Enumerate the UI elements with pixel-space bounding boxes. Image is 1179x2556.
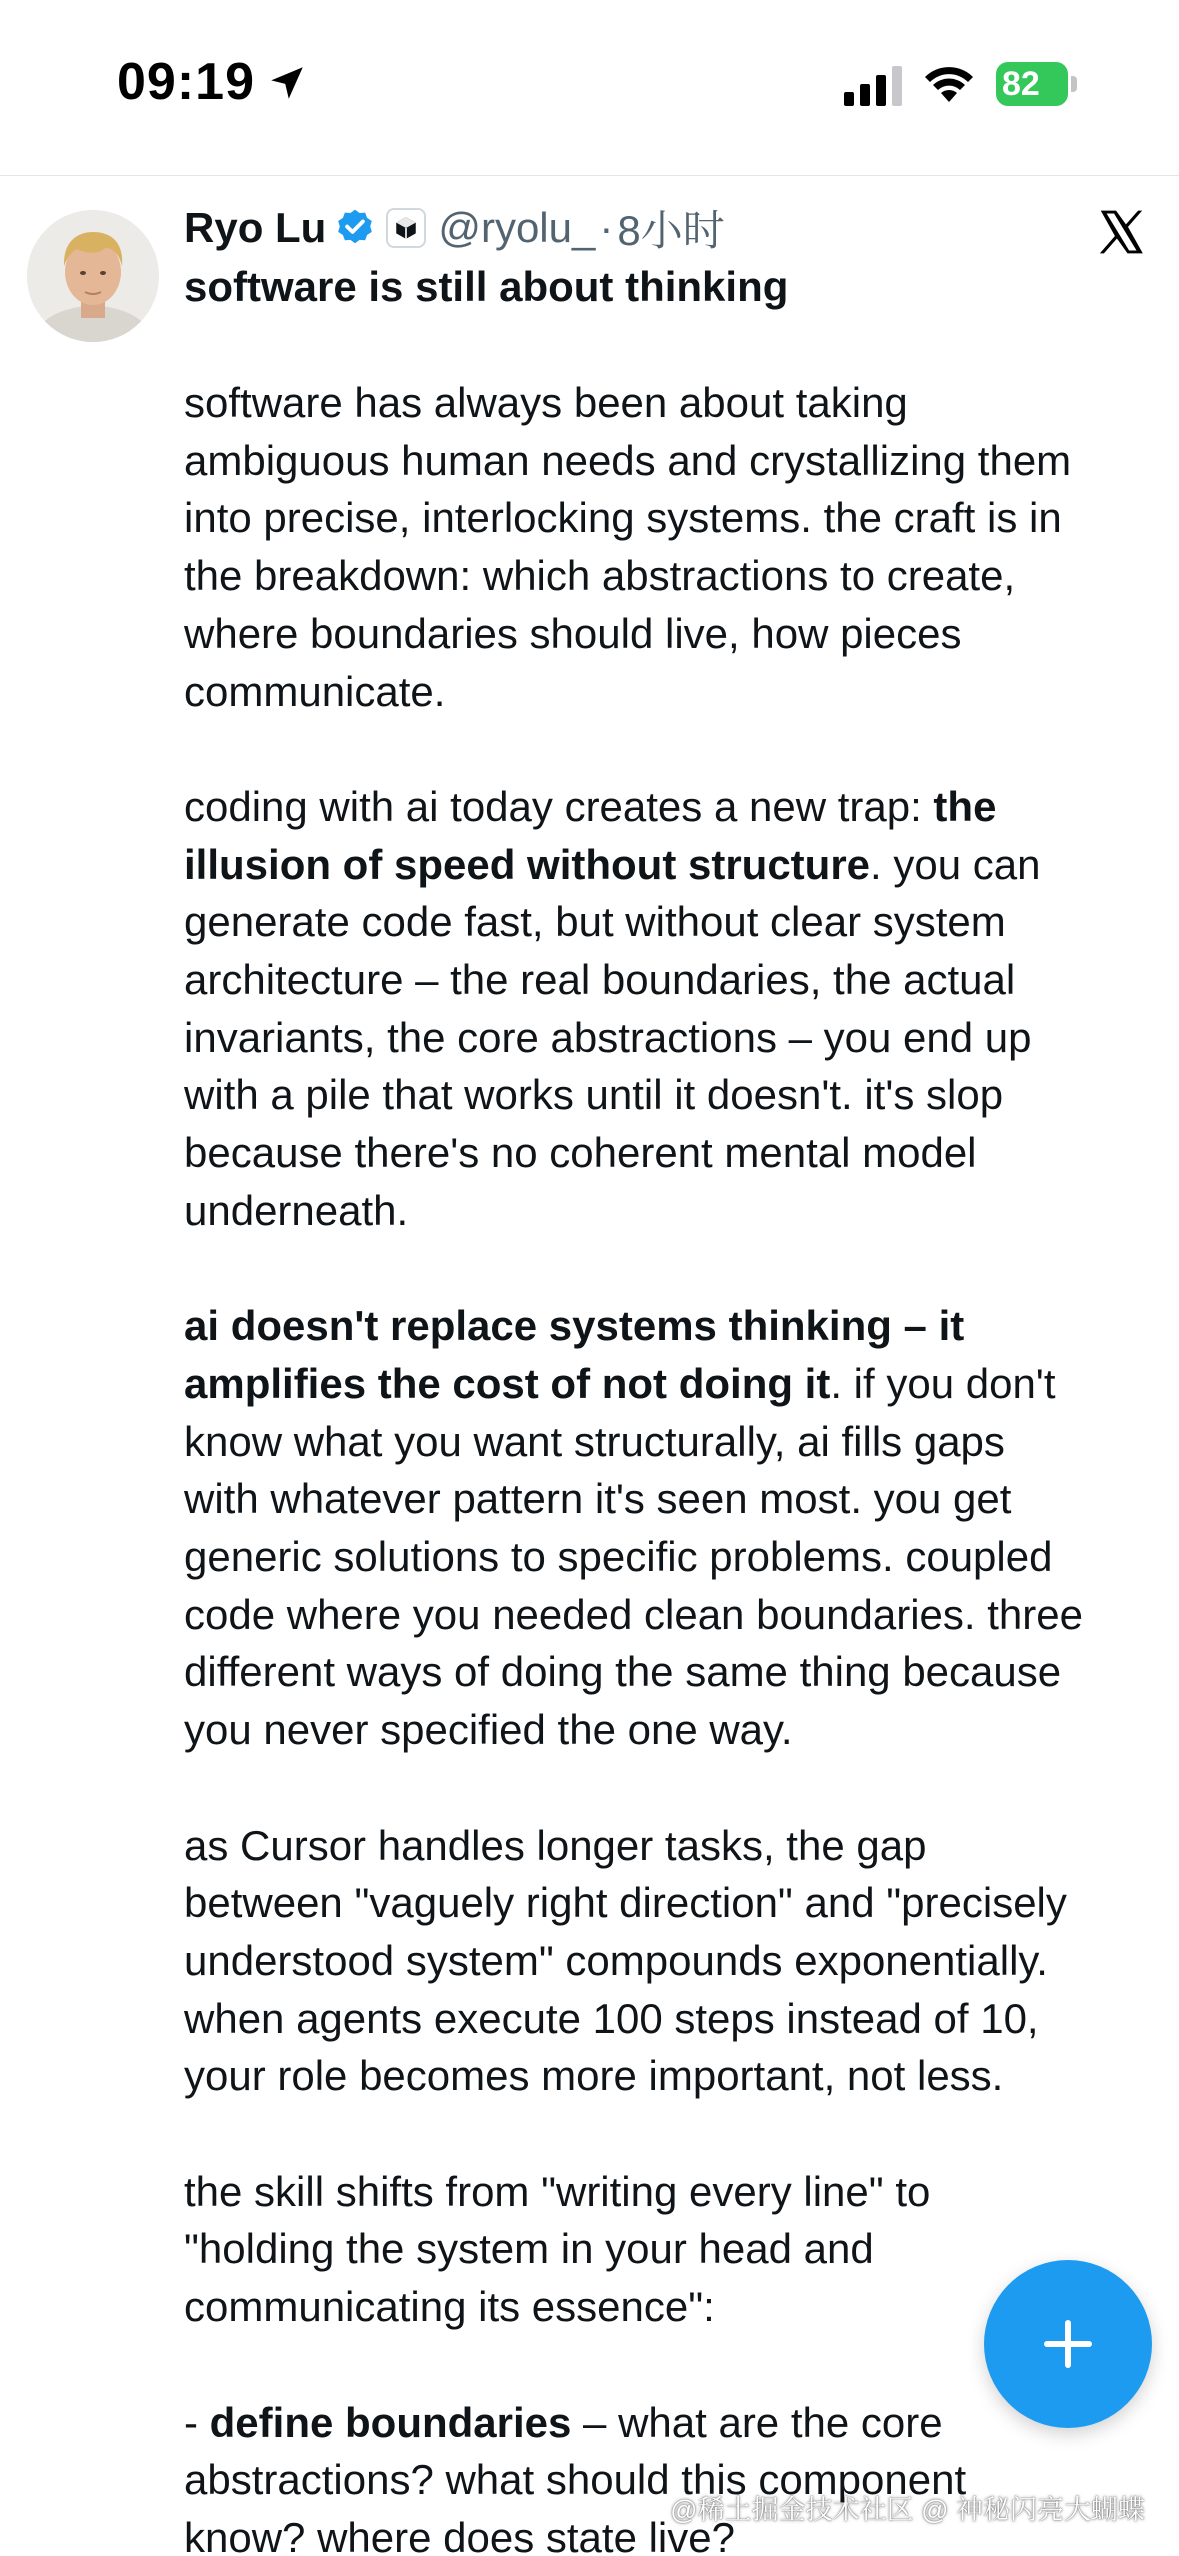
text-line: software has always been about taking	[184, 379, 908, 426]
post-title: software is still about thinking	[184, 263, 789, 310]
text-line: as Cursor handles longer tasks, the gap	[184, 1821, 927, 1869]
x-logo-icon[interactable]	[1094, 205, 1148, 259]
text-line: know? where does state live?	[184, 2513, 735, 2556]
text-segment: . you can	[870, 840, 1041, 888]
battery-body	[996, 62, 1068, 106]
text-line: "holding the system in your head and	[184, 2225, 874, 2273]
author-name[interactable]: Ryo Lu	[184, 204, 327, 251]
text-line: because there's no coherent mental model	[184, 1129, 977, 1177]
bold-segment: amplifies the cost of not doing it	[184, 1359, 831, 1407]
text-line: architecture – the real boundaries, the actual	[184, 956, 1016, 1004]
text-line	[184, 1297, 1144, 1355]
watermark: @稀土掘金技术社区 @ 神秘闪亮大蝴蝶	[670, 2495, 1145, 2525]
author-row	[184, 196, 725, 260]
text-line: you never specified the one way.	[184, 1706, 793, 1754]
status-time: 09:19	[117, 53, 255, 111]
author-avatar[interactable]	[27, 210, 159, 342]
text-line: know what you want structurally, ai fills gaps	[184, 1417, 1005, 1465]
text-line	[184, 1355, 1144, 1413]
cube-icon	[393, 215, 419, 241]
bold-segment: ai doesn't replace systems thinking – it	[184, 1302, 965, 1350]
wifi-icon	[922, 62, 976, 106]
text-line	[184, 2394, 1144, 2452]
text-line: your role becomes more important, not less.	[184, 2052, 1004, 2100]
text-line: into precise, interlocking systems. the craft is in	[184, 494, 1062, 542]
text-line: different ways of doing the same thing because	[184, 1648, 1062, 1696]
paragraph-3	[184, 1297, 1144, 1759]
status-bar	[0, 0, 1179, 176]
paragraph-1	[184, 374, 1144, 720]
text-line: underneath.	[184, 1186, 409, 1234]
cellular-signal-icon	[844, 66, 906, 106]
text-line: communicating its essence":	[184, 2283, 715, 2331]
paragraph-6	[184, 2394, 1144, 2556]
compose-button[interactable]	[984, 2260, 1152, 2428]
text-line: invariants, the core abstractions – you end up	[184, 1013, 1032, 1061]
bold-segment: illusion of speed without structure	[184, 840, 871, 888]
avatar-image	[27, 210, 159, 342]
affiliate-badge[interactable]	[386, 208, 426, 248]
text-segment: – what are the core	[571, 2398, 943, 2446]
text-line: abstractions? what should this component	[184, 2456, 967, 2504]
bold-segment: the	[933, 782, 997, 830]
text-line: code where you needed clean boundaries. three	[184, 1590, 1083, 1638]
text-line: where boundaries should live, how pieces	[184, 609, 962, 657]
plus-icon	[1040, 2316, 1096, 2372]
text-line: when agents execute 100 steps instead of 10,	[184, 1994, 1039, 2042]
battery-indicator	[996, 62, 1078, 106]
text-line: ambiguous human needs and crystallizing them	[184, 436, 1072, 484]
location-arrow-icon	[266, 62, 308, 104]
text-line: generate code fast, but without clear system	[184, 898, 1006, 946]
verified-badge-icon	[334, 207, 376, 249]
text-line: with whatever pattern it's seen most. you get	[184, 1475, 1012, 1523]
separator-dot: ·	[599, 204, 614, 251]
post-body	[184, 374, 1144, 2556]
text-line: generic solutions to specific problems. coupled	[184, 1533, 1053, 1581]
text-line: the breakdown: which abstractions to create,	[184, 552, 1016, 600]
text-segment: -	[184, 2398, 210, 2446]
text-line	[184, 778, 1144, 836]
battery-cap	[1071, 76, 1077, 92]
text-segment: . if you don't	[830, 1359, 1056, 1407]
text-line: with a pile that works until it doesn't. it's slop	[184, 1071, 1004, 1119]
author-handle[interactable]: @ryolu_	[438, 204, 596, 251]
text-line: understood system" compounds exponentially.	[184, 1936, 1048, 1984]
text-line	[184, 836, 1144, 894]
header-divider	[0, 175, 1179, 176]
post-time: 8小时	[617, 207, 725, 254]
paragraph-4	[184, 1817, 1144, 2106]
bold-segment: define boundaries	[209, 2398, 572, 2446]
text-line: communicate.	[184, 667, 446, 715]
paragraph-2	[184, 778, 1144, 1240]
text-line: the skill shifts from "writing every line" to	[184, 2167, 931, 2215]
battery-level: 82	[1002, 65, 1040, 103]
text-line: between "vaguely right direction" and "precisely	[184, 1879, 1067, 1927]
text-segment: coding with ai today creates a new trap:	[184, 782, 934, 830]
